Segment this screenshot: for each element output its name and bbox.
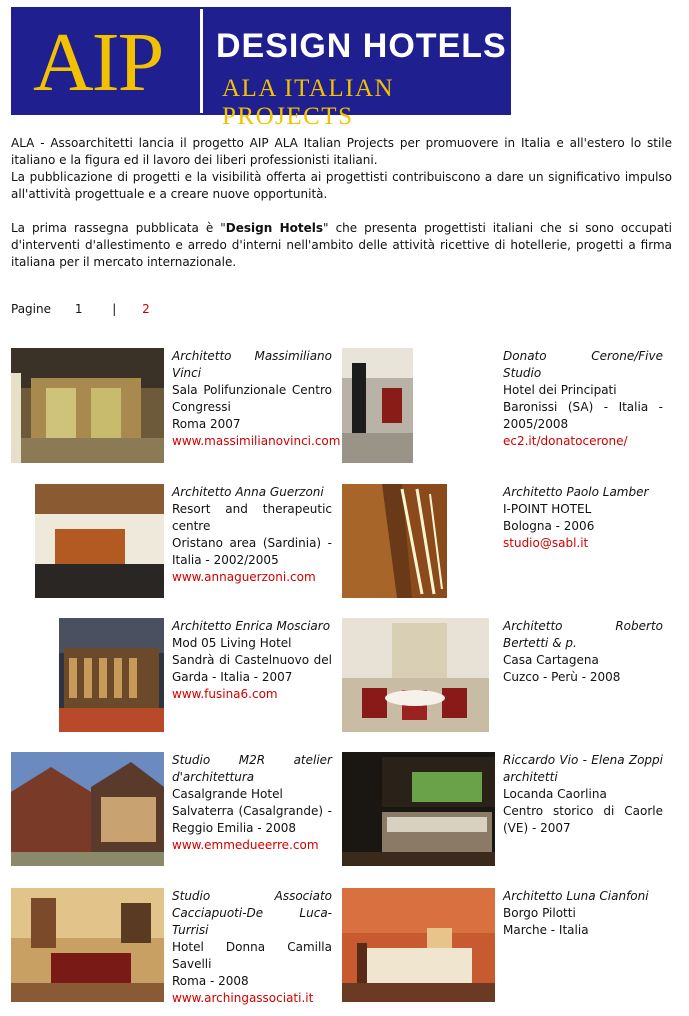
photo-cianfoni[interactable] [342,888,495,1002]
photo-vinci[interactable] [11,348,164,463]
page-1-link[interactable]: 1 [74,302,83,316]
entry-mosciaro: Architetto Enrica Mosciaro Mod 05 Living Hotel Sandrà di Castelnuovo del Garda - Italia - 2007 www.fusina6.com [172,619,332,701]
link-vinci[interactable]: www.massimilianovinci.com [172,434,341,448]
photo-cacciapuoti[interactable] [11,888,164,1002]
entry-cerone: Donato Cerone/Five Studio Hotel dei Principati Baronissi (SA) - Italia - 2005/2008 ec2.it/donatocerone/ [503,349,663,448]
photo-lamber[interactable] [342,484,447,598]
intro-text [11,135,672,271]
intro-paragraph-3: La prima rassegna pubblicata è "Design Hotels" che presenta progettisti italiani che si sono occupati d'interventi d'allestimento e arredo d'interni nell'ambito delle attività ricettive di hotellerie, progetti a firma italiana per il mercato internazionale. [11,221,673,269]
intro-paragraph-1: ALA - Assoarchitetti lancia il progetto AIP ALA Italian Projects per promuovere in Italia e all'estero lo stile italiano e la figura ed il lavoro dei liberi professionisti italiani. [11,136,672,167]
entry-cianfoni: Architetto Luna Cianfoni Borgo Pilotti Marche - Italia [503,889,649,937]
photo-guerzoni[interactable] [35,484,164,598]
entry-cacciapuoti: Studio Associato Cacciapuoti-De Luca-Turrisi Hotel Donna Camilla Savelli Roma - 2008 www.archingassociati.it [172,889,332,1005]
entry-m2r: Studio M2R atelier d'architettura Casalgrande Hotel Salvaterra (Casalgrande) - Reggio Emilia - 2008 www.emmedueerre.com [172,753,332,852]
banner-divider [200,9,203,113]
photo-m2r[interactable] [11,752,164,866]
intro-paragraph-2: La pubblicazione di progetti e la visibilità offerta ai progettisti contribuiscono a dare un significativo impulso all'attività progettuale e a creare nuove opportunità. [11,170,672,201]
entry-vinci: Architetto Massimiliano Vinci Sala Polifunzionale Centro Congressi Roma 2007 www.massimilianovinci.com [172,349,341,448]
pagination [11,301,150,318]
photo-bertetti[interactable] [342,618,489,732]
link-guerzoni[interactable]: www.annaguerzoni.com [172,570,316,584]
banner-title: DESIGN HOTELS [216,27,507,65]
entry-guerzoni: Architetto Anna Guerzoni Resort and therapeutic centre Oristano area (Sardinia) - Italia - 2002/2005 www.annaguerzoni.com [172,485,332,584]
photo-cerone[interactable] [342,348,413,463]
entry-bertetti: Architetto Roberto Bertetti & p. Casa Cartagena Cuzco - Perù - 2008 [503,619,663,684]
link-m2r[interactable]: www.emmedueerre.com [172,838,319,852]
link-cerone[interactable]: ec2.it/donatocerone/ [503,434,628,448]
header-banner [11,7,511,130]
link-mosciaro[interactable]: www.fusina6.com [172,687,278,701]
page-2-link[interactable]: 2 [142,302,150,316]
pagination-separator: | [112,302,117,316]
link-cacciapuoti[interactable]: www.archingassociati.it [172,991,314,1005]
entry-vio: Riccardo Vio - Elena Zoppi architetti Locanda Caorlina Centro storico di Caorle (VE) - 2007 [503,753,663,835]
banner-subtitle: ALA ITALIAN PROJECTS [222,75,395,130]
photo-mosciaro[interactable] [59,618,164,732]
design-hotels-bold: Design Hotels [225,221,324,235]
photo-vio[interactable] [342,752,495,866]
pagination-label: Pagine [11,302,51,316]
entry-lamber: Architetto Paolo Lamber I-POINT HOTEL Bologna - 2006 studio@sabl.it [503,484,663,552]
aip-logo: AIP [33,16,163,109]
link-lamber[interactable]: studio@sabl.it [503,536,589,550]
